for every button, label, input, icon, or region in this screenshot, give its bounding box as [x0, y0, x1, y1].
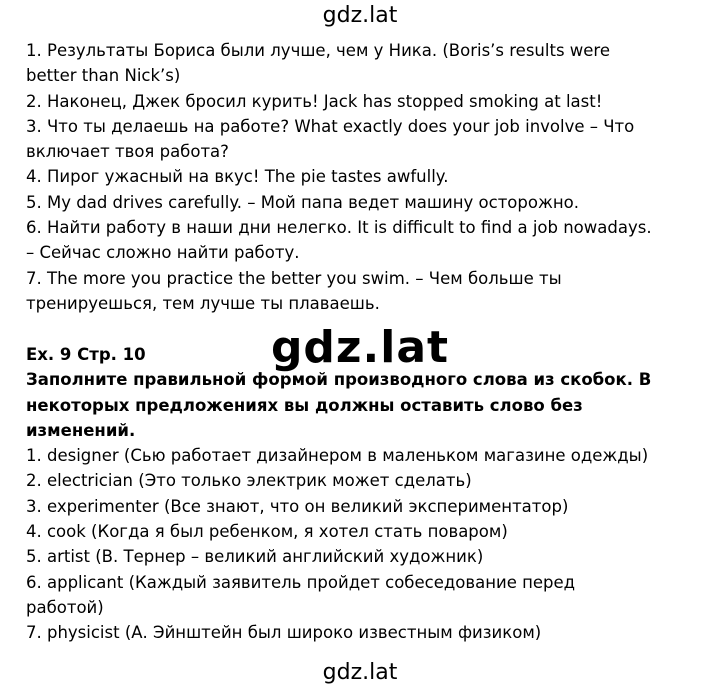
watermark-middle: gdz.lat	[270, 322, 450, 373]
exercise-section	[26, 342, 706, 646]
exercise-answer-line: 4. cook (Когда я был ребенком, я хотел стать поваром)	[26, 522, 508, 542]
answers-section	[26, 38, 706, 316]
text-line: тренируешься, тем лучше ты плаваешь.	[26, 293, 380, 313]
exercise-answer-line: 7. physicist (А. Эйнштейн был широко известным физиком)	[26, 623, 542, 643]
text-line: включает твоя работа?	[26, 142, 229, 162]
exercise-heading: Ex. 9 Стр. 10	[26, 345, 146, 364]
exercise-answer-line: 2. electrician (Это только электрик может сделать)	[26, 471, 472, 491]
text-line: – Сейчас сложно найти работу.	[26, 243, 300, 263]
text-line: 1. Результаты Бориса были лучше, чем у Ника. (Boris’s results were	[26, 41, 611, 60]
watermark-top: gdz.lat	[322, 3, 398, 28]
exercise-answer-line: 3. experimenter (Все знают, что он великий экспериментатор)	[26, 496, 569, 516]
exercise-answer-line: 6. applicant (Каждый заявитель пройдет собеседование перед	[26, 572, 576, 592]
exercise-instruction-line: Заполните правильной формой производного слова из скобок. В	[26, 370, 652, 390]
exercise-instruction-line: изменений.	[26, 420, 136, 440]
text-line: better than Nick’s)	[26, 66, 181, 86]
text-line: 5. My dad drives carefully. – Мой папа ведет машину осторожно.	[26, 192, 579, 212]
text-line: 2. Наконец, Джек бросил курить! Jack has stopped smoking at last!	[26, 91, 603, 111]
text-line: 7. The more you practice the better you swim. – Чем больше ты	[26, 268, 562, 288]
watermark-bottom: gdz.lat	[322, 660, 398, 685]
exercise-instruction-line: некоторых предложениях вы должны оставить слово без	[26, 395, 583, 415]
text-line: 4. Пирог ужасный на вкус! The pie tastes awfully.	[26, 167, 449, 187]
exercise-answer-line: 1. designer (Сью работает дизайнером в маленьком магазине одежды)	[26, 446, 649, 466]
text-line: 6. Найти работу в наши дни нелегко. It is difficult to find a job nowadays.	[26, 218, 652, 238]
text-line: 3. Что ты делаешь на работе? What exactly does your job involve – Что	[26, 116, 635, 136]
exercise-answer-line: 5. artist (В. Тернер – великий английский художник)	[26, 547, 484, 567]
exercise-answer-line: работой)	[26, 597, 104, 617]
